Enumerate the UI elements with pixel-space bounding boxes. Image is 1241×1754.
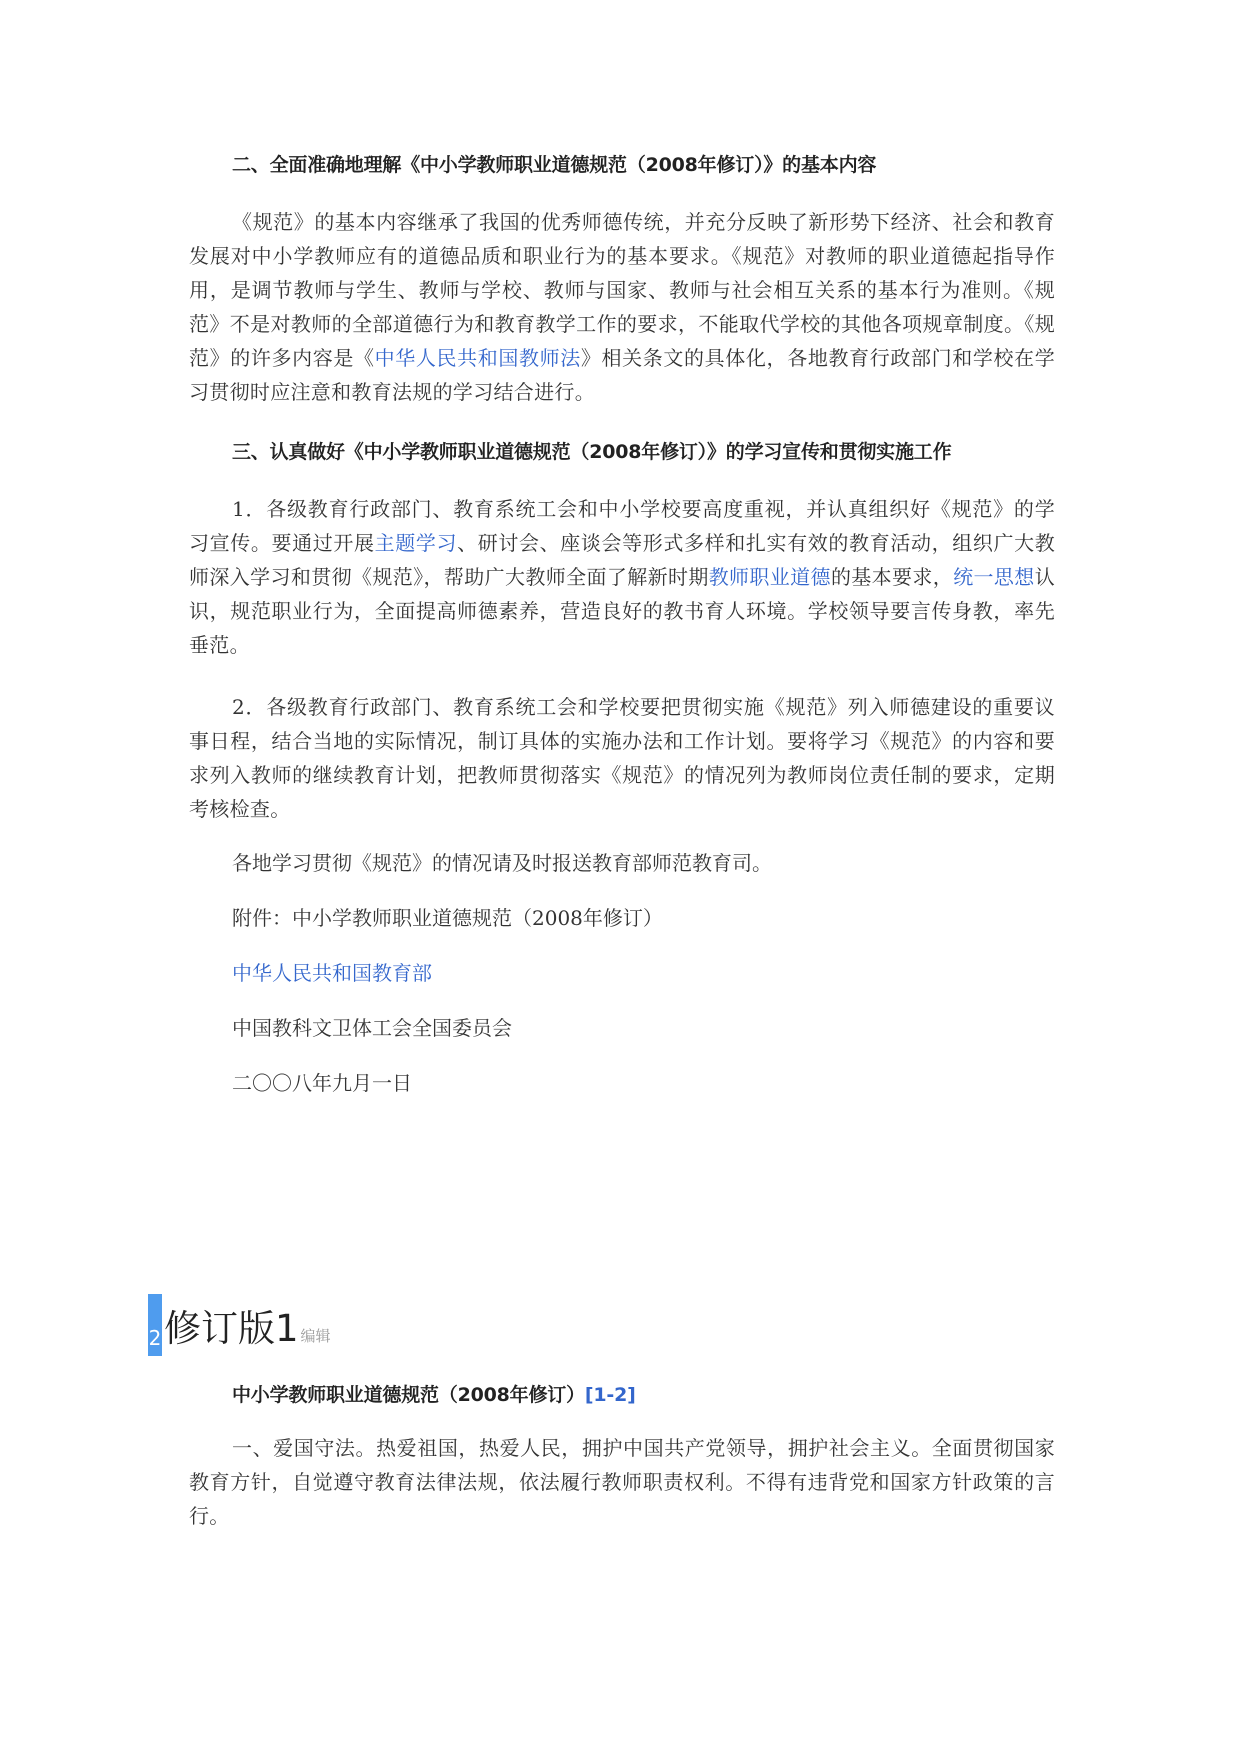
section-2-text-a: 《规范》的基本内容继承了我国的优秀师德传统，并充分反映了新形势下经济、社会和教育发展对中小学教师应有的道德品质和职业行为的基本要求。《规范》对教师的职业道德起指导作用，是调节教师与学生、教师与学校、教师与国家、教师与社会相互关系的基本行为准则。《规范》不是对教师的全部道德行为和教育教学工作的要求，不能取代学校的其他各项规章制度。《规范》的许多内容是《: [189, 210, 1055, 370]
edit-link[interactable]: 编辑: [300, 1327, 331, 1345]
item-1-text-3: 的基本要求，: [830, 565, 954, 589]
report-line: 各地学习贯彻《规范》的情况请及时报送教育部师范教育司。: [232, 851, 772, 875]
item-1-text-2: 、研讨会、座谈会等形式多样和扎实有效的教育活动，组织广大教师深入学习和贯彻《规范》，帮助广大教师全面了解新时期: [189, 531, 1056, 589]
section-3-item-2: 2．各级教育行政部门、教育系统工会和学校要把贯彻实施《规范》列入师德建设的重要议事日程，结合当地的实际情况，制订具体的实施办法和工作计划。要将学习《规范》的内容和要求列入教师的继续教育计划，把教师贯彻落实《规范》的情况列为教师岗位责任制的要求，定期考核检查。: [189, 695, 1055, 821]
union-line: 中国教科文卫体工会全国委员会: [232, 1016, 512, 1040]
revision-section-heading: 修订版1: [164, 1307, 299, 1350]
ministry-line: [189, 956, 1055, 990]
attachment-line: 附件：中小学教师职业道德规范（2008年修订）: [232, 906, 663, 930]
code-title-text: 中小学教师职业道德规范（2008年修订）: [232, 1384, 585, 1406]
article-1: 一、爱国守法。热爱祖国，热爱人民，拥护中国共产党领导，拥护社会主义。全面贯彻国家教育方针，自觉遵守教育法律法规，依法履行教师职责权利。不得有违背党和国家方针政策的言行。: [189, 1436, 1055, 1528]
section-2-heading: 二、全面准确地理解《中小学教师职业道德规范（2008年修订）》的基本内容: [232, 154, 877, 176]
code-title: [189, 1380, 1055, 1407]
teachers-law-link[interactable]: 中华人民共和国教师法: [374, 346, 581, 370]
teacher-ethics-link[interactable]: 教师职业道德: [708, 565, 831, 589]
ministry-link[interactable]: 中华人民共和国教育部: [232, 961, 432, 985]
revision-section-title: [148, 1294, 331, 1356]
reference-link[interactable]: [1-2]: [584, 1384, 636, 1406]
section-3-heading: 三、认真做好《中小学教师职业道德规范（2008年修订）》的学习宣传和贯彻实施工作: [232, 441, 952, 463]
item-1-text-1: 1．各级教育行政部门、教育系统工会和中小学校要高度重视，并认真组织好《规范》的学习宣传。要通过开展: [189, 497, 1055, 555]
item-1-text-4: 认识，规范职业行为，全面提高师德素养，营造良好的教书育人环境。学校领导要言传身教，率先垂范。: [189, 565, 1055, 657]
document-body: [189, 150, 1055, 1100]
section-2-paragraph: [189, 205, 1055, 409]
section-2-text-b: 》相关条文的具体化，各地教育行政部门和学校在学习贯彻时应注意和教育法规的学习结合进行。: [189, 346, 1056, 404]
date-line: 二〇〇八年九月一日: [232, 1071, 412, 1095]
unify-thought-link[interactable]: 统一思想: [953, 565, 1035, 589]
section-number-badge: 2: [148, 1294, 162, 1356]
revision-body: [189, 1380, 1055, 1533]
theme-study-link[interactable]: 主题学习: [374, 531, 458, 555]
section-3-item-1: [189, 492, 1055, 662]
